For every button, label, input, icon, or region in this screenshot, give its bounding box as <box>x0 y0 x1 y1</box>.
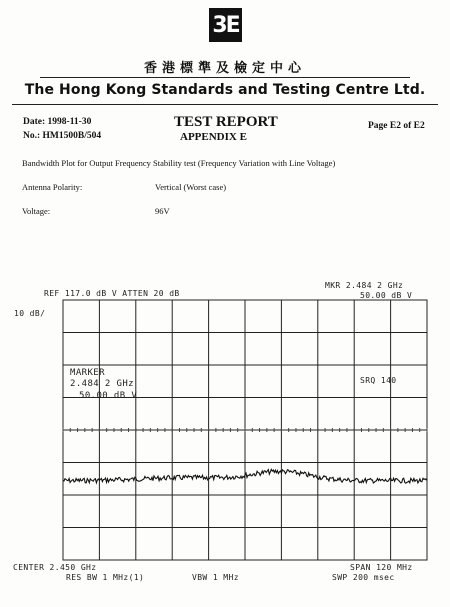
voltage-value: 96V <box>155 206 170 216</box>
report-date: Date: 1998-11-30 <box>23 117 92 127</box>
chinese-company-name: 香港標準及檢定中心 <box>143 60 306 75</box>
plot-scale: 10 dB/ <box>14 309 46 318</box>
plot-video-bandwidth: VBW 1 MHz <box>192 573 239 582</box>
marker-frequency: 2.484 2 GHz <box>70 379 135 389</box>
marker-label: MARKER <box>70 368 105 378</box>
marker-level: 50.00 dB V <box>79 391 138 401</box>
plot-center-frequency: CENTER 2.450 GHz <box>13 563 97 572</box>
page-number: Page E2 of E2 <box>368 121 425 131</box>
plot-description: Bandwidth Plot for Output Frequency Stability test (Frequency Variation with Line Voltage) <box>22 158 336 168</box>
plot-marker-level-top: 50.00 dB V <box>360 291 413 300</box>
plot-reference-level: REF 117.0 dB V ATTEN 20 dB <box>44 289 180 298</box>
srq-indicator: SRQ 140 <box>360 376 397 385</box>
report-title: TEST REPORT <box>174 114 278 130</box>
plot-sweep-time: SWP 200 msec <box>332 573 395 582</box>
report-number: No.: HM1500B/504 <box>23 131 102 141</box>
antenna-polarity-value: Vertical (Worst case) <box>155 182 227 192</box>
plot-marker-frequency-top: MKR 2.484 2 GHz <box>325 281 404 290</box>
appendix-label: APPENDIX E <box>180 131 247 143</box>
company-logo: 3E <box>209 8 242 42</box>
plot-span: SPAN 120 MHz <box>350 563 413 572</box>
antenna-polarity-label: Antenna Polarity: <box>22 182 83 192</box>
voltage-label: Voltage: <box>22 206 51 216</box>
plot-resolution-bandwidth: RES BW 1 MHz(1) <box>66 573 145 582</box>
company-name: The Hong Kong Standards and Testing Centre Ltd. <box>24 82 426 98</box>
